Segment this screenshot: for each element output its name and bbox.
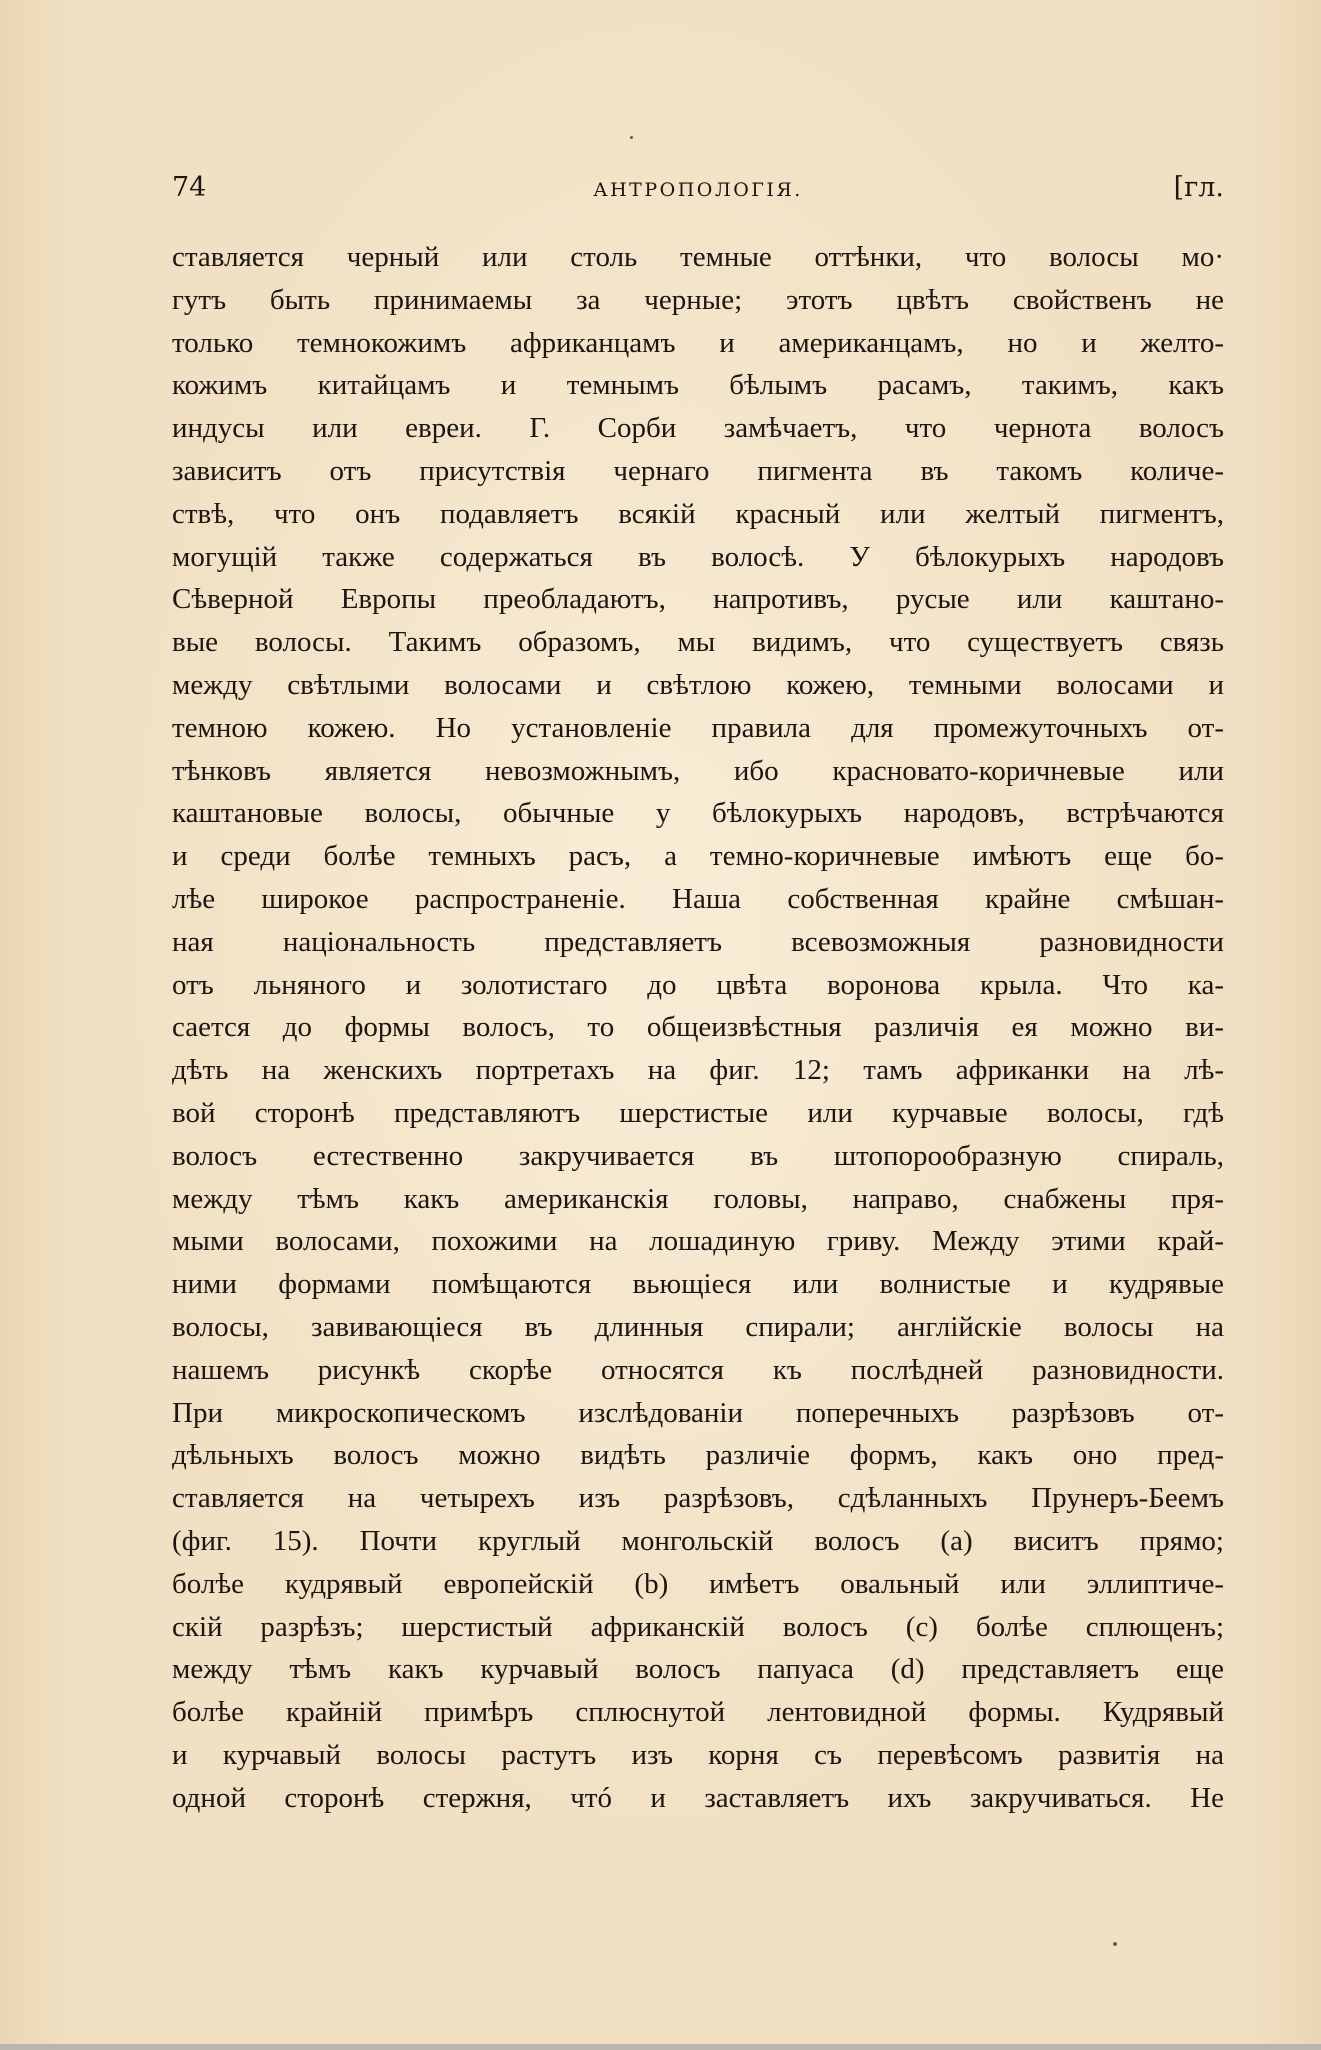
page-number: 74 <box>172 172 207 203</box>
text-line: кожимъ китайцамъ и темнымъ бѣлымъ расамъ, такимъ, какъ <box>172 369 1224 402</box>
text-line: и среди болѣе темныхъ расъ, а темно-коричневые имѣютъ еще бо- <box>172 840 1224 873</box>
chapter-mark: [гл. <box>1173 172 1224 203</box>
text-line: отъ льняного и золотистаго до цвѣта воронова крыла. Что ка- <box>172 968 1224 1001</box>
print-speck <box>630 136 633 139</box>
text-line: ними формами помѣщаются вьющіеся или волнистые и кудрявые <box>172 1268 1224 1301</box>
page-bottom-edge <box>0 2044 1321 2050</box>
print-speck <box>1113 1942 1117 1946</box>
text-line: ная національность представляетъ всевозможныя разновидности <box>172 925 1224 958</box>
text-line: одной сторонѣ стержня, чтó и заставляетъ ихъ закручиваться. Не <box>172 1781 1224 1814</box>
text-line: ставляется черный или столь темные оттѣнки, что волосы мо· <box>172 241 1224 273</box>
text-line: между тѣмъ какъ американскія головы, направо, снабжены пря- <box>172 1182 1224 1215</box>
text-line: ставляется на четырехъ изъ разрѣзовъ, сдѣланныхъ Прунеръ-Беемъ <box>172 1482 1224 1515</box>
text-line: между свѣтлыми волосами и свѣтлою кожею, темными волосами и <box>172 668 1224 701</box>
text-line: лѣе широкое распространеніе. Наша собственная крайне смѣшан- <box>172 882 1224 915</box>
text-line: тѣнковъ является невозможнымъ, ибо красновато-коричневые или <box>172 754 1224 787</box>
text-line: нашемъ рисункѣ скорѣе относятся къ послѣдней разновидности. <box>172 1353 1224 1386</box>
text-line: вой сторонѣ представляютъ шерстистые или курчавые волосы, гдѣ <box>172 1096 1224 1129</box>
text-line: темною кожею. Но установленіе правила для промежуточныхъ от- <box>172 711 1224 744</box>
text-line: зависитъ отъ присутствія чернаго пигмента въ такомъ количе- <box>172 454 1224 487</box>
text-line: волосы, завивающіеся въ длинныя спирали; англійскіе волосы на <box>172 1310 1224 1343</box>
text-line: между тѣмъ какъ курчавый волосъ папуаса (d) представляетъ еще <box>172 1653 1224 1686</box>
text-line: дѣть на женскихъ портретахъ на фиг. 12; тамъ африканки на лѣ- <box>172 1054 1224 1087</box>
text-line: болѣе крайній примѣръ сплюснутой лентовидной формы. Кудрявый <box>172 1696 1224 1729</box>
text-line: дѣльныхъ волосъ можно видѣть различіе формъ, какъ оно пред- <box>172 1439 1224 1472</box>
body-text <box>172 236 1224 1819</box>
text-line: индусы или евреи. Г. Сорби замѣчаетъ, что чернота волосъ <box>172 412 1224 445</box>
text-line: При микроскопическомъ изслѣдованіи поперечныхъ разрѣзовъ от- <box>172 1396 1224 1429</box>
text-line: вые волосы. Такимъ образомъ, мы видимъ, что существуетъ связь <box>172 626 1224 659</box>
page-header <box>172 168 1224 208</box>
text-line: каштановые волосы, обычные у бѣлокурыхъ народовъ, встрѣчаются <box>172 797 1224 830</box>
text-line: могущій также содержаться въ волосѣ. У бѣлокурыхъ народовъ <box>172 540 1224 573</box>
text-line: Сѣверной Европы преобладаютъ, напротивъ, русые или каштано- <box>172 583 1224 616</box>
running-title: АНТРОПОЛОГІЯ. <box>593 179 803 201</box>
text-line: только темнокожимъ африканцамъ и американцамъ, но и желто- <box>172 326 1224 359</box>
text-line: и курчавый волосы растутъ изъ корня съ перевѣсомъ развитія на <box>172 1738 1224 1771</box>
text-line: гутъ быть принимаемы за черные; этотъ цвѣтъ свойственъ не <box>172 283 1224 316</box>
text-line: скій разрѣзъ; шерстистый африканскій волосъ (c) болѣе сплющенъ; <box>172 1610 1224 1643</box>
text-line: (фиг. 15). Почти круглый монгольскій волосъ (a) виситъ прямо; <box>172 1524 1224 1557</box>
text-line: волосъ естественно закручивается въ штопорообразную спираль, <box>172 1139 1224 1172</box>
text-line: сается до формы волосъ, то общеизвѣстныя различія ея можно ви- <box>172 1011 1224 1044</box>
text-line: болѣе кудрявый европейскій (b) имѣетъ овальный или эллиптиче- <box>172 1567 1224 1600</box>
text-line: мыми волосами, похожими на лошадиную гриву. Между этими край- <box>172 1225 1224 1258</box>
text-line: ствѣ, что онъ подавляетъ всякій красный или желтый пигментъ, <box>172 497 1224 530</box>
